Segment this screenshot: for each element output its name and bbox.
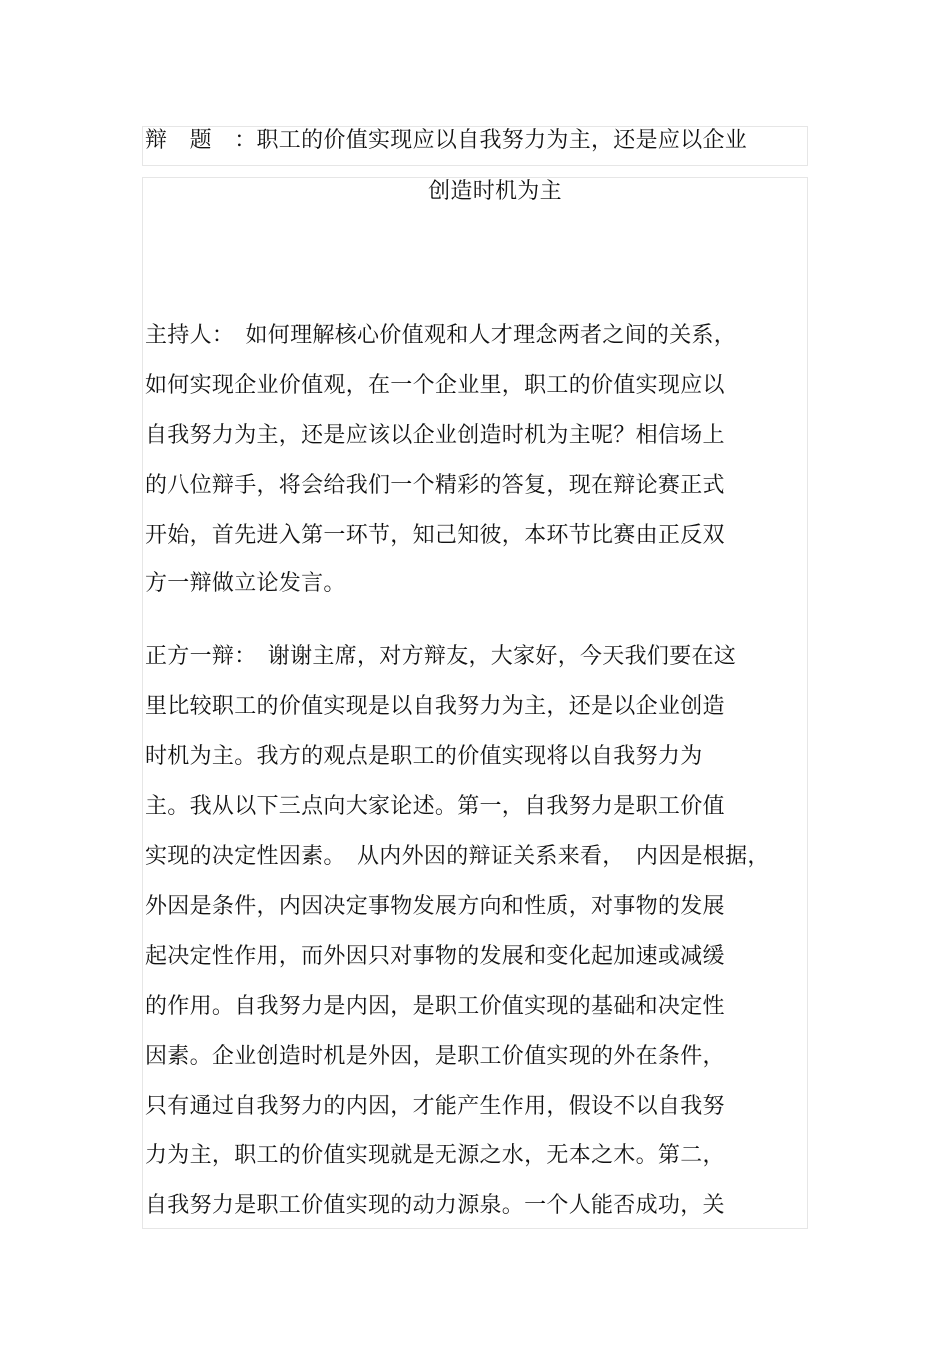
host-line: 主持人： 如何理解核心价值观和人才理念两者之间的关系， (145, 323, 737, 348)
debate-topic-line1: 辩 题 ：职工的价值实现应以自我努力为主，还是应以企业 (145, 128, 748, 153)
speech-line: 只有通过自我努力的内因，才能产生作用，假设不以自我努 (145, 1094, 725, 1119)
host-line: 如何实现企业价值观，在一个企业里，职工的价值实现应以 (145, 373, 725, 398)
host-line: 自我努力为主，还是应该以企业创造时机为主呢？相信场上 (145, 423, 725, 448)
speech-line: 里比较职工的价值实现是以自我努力为主，还是以企业创造 (145, 694, 725, 719)
host-line: 方一辩做立论发言。 (145, 571, 346, 596)
speech-line: 时机为主。我方的观点是职工的价值实现将以自我努力为 (145, 744, 703, 769)
host-line: 开始，首先进入第一环节，知己知彼，本环节比赛由正反双 (145, 523, 725, 548)
speech-line: 自我努力是职工价值实现的动力源泉。一个人能否成功，关 (145, 1193, 725, 1218)
host-line: 的八位辩手，将会给我们一个精彩的答复，现在辩论赛正式 (145, 473, 725, 498)
speech-line: 力为主，职工的价值实现就是无源之水，无本之木。第二， (145, 1143, 725, 1168)
speech-line: 正方一辩： 谢谢主席，对方辩友，大家好，今天我们要在这 (145, 644, 737, 669)
speech-line: 外因是条件，内因决定事物发展方向和性质，对事物的发展 (145, 894, 725, 919)
speech-line: 的作用。自我努力是内因，是职工价值实现的基础和决定性 (145, 994, 725, 1019)
speech-line: 起决定性作用，而外因只对事物的发展和变化起加速或减缓 (145, 944, 725, 969)
speech-line: 因素。企业创造时机是外因，是职工价值实现的外在条件， (145, 1044, 725, 1069)
speech-line: 主。我从以下三点向大家论述。第一，自我努力是职工价值 (145, 794, 725, 819)
speech-line: 实现的决定性因素。 从内外因的辩证关系来看， 内因是根据， (145, 844, 770, 869)
debate-topic-line2: 创造时机为主 (428, 179, 562, 204)
